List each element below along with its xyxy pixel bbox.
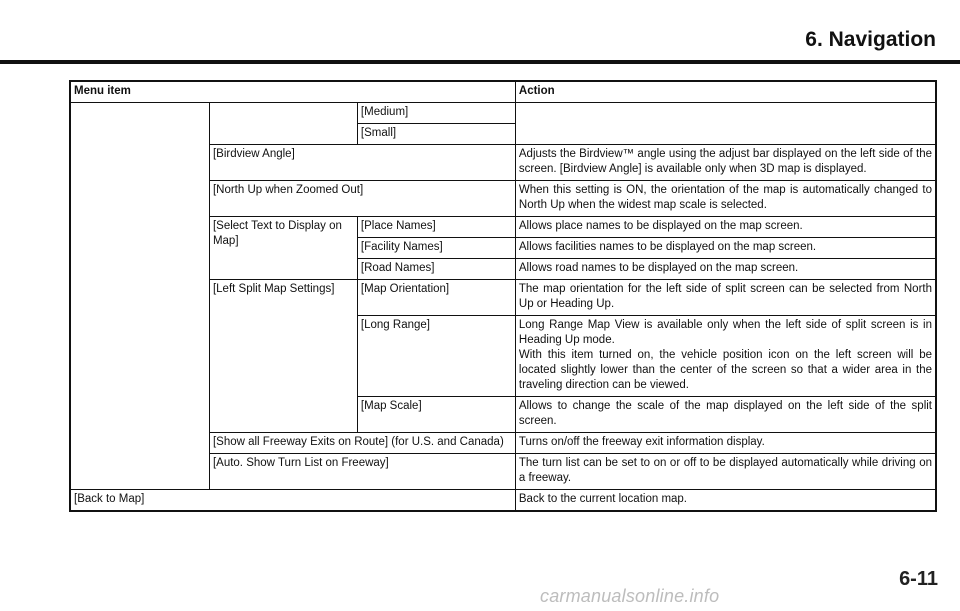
submenu-road-names: [Road Names] [357,259,515,280]
action-turn-list: The turn list can be set to on or off to be displayed automatically while driving on a freeway. [515,454,936,490]
submenu-place-names: [Place Names] [357,217,515,238]
header-rule [0,60,960,64]
submenu-long-range: [Long Range] [357,316,515,397]
table-row [70,103,936,124]
blank-level2-cell [209,103,357,145]
menu-item-small: [Small] [357,124,515,145]
menu-item-turn-list: [Auto. Show Turn List on Freeway] [209,454,515,490]
action-facility-names: Allows facilities names to be displayed on the map screen. [515,238,936,259]
menu-item-north-up: [North Up when Zoomed Out] [209,181,515,217]
action-birdview-angle: Adjusts the Birdview™ angle using the adjust bar displayed on the left side of the screen. [Birdview Angle] is available only when 3D map is displayed. [515,145,936,181]
menu-table [69,80,937,512]
menu-item-header: Menu item [70,81,515,103]
menu-item-freeway-exits: [Show all Freeway Exits on Route] (for U.S. and Canada) [209,433,515,454]
action-map-scale: Allows to change the scale of the map displayed on the left side of the split screen. [515,397,936,433]
menu-item-select-text: [Select Text to Display on Map] [209,217,357,280]
table-row [70,490,936,512]
menu-item-back-to-map: [Back to Map] [70,490,515,512]
blank-level1-cell [70,103,209,490]
menu-item-medium: [Medium] [357,103,515,124]
blank-action-cell [515,103,936,145]
action-place-names: Allows place names to be displayed on the map screen. [515,217,936,238]
action-road-names: Allows road names to be displayed on the map screen. [515,259,936,280]
table-header-row [70,81,936,103]
action-map-orientation: The map orientation for the left side of split screen can be selected from North Up or Heading Up. [515,280,936,316]
action-long-range [515,316,936,397]
watermark: carmanualsonline.info [540,586,720,606]
page-number: 6-11 [899,568,938,590]
action-long-range-line-1: Long Range Map View is available only when the left side of split screen is in Heading Up mode. [518,319,932,346]
action-back-to-map: Back to the current location map. [515,490,936,512]
action-long-range-line-2: With this item turned on, the vehicle position icon on the left screen will be located slightly lower than the center of the screen so that a wider area in the traveling direction can be viewed. [518,349,932,391]
submenu-map-scale: [Map Scale] [357,397,515,433]
menu-item-birdview-angle: [Birdview Angle] [209,145,515,181]
menu-item-left-split: [Left Split Map Settings] [209,280,357,433]
action-freeway-exits: Turns on/off the freeway exit information display. [515,433,936,454]
action-north-up: When this setting is ON, the orientation of the map is automatically changed to North Up when the widest map scale is selected. [515,181,936,217]
submenu-map-orientation: [Map Orientation] [357,280,515,316]
action-header: Action [515,81,936,103]
section-title: 6. Navigation [805,28,936,51]
submenu-facility-names: [Facility Names] [357,238,515,259]
